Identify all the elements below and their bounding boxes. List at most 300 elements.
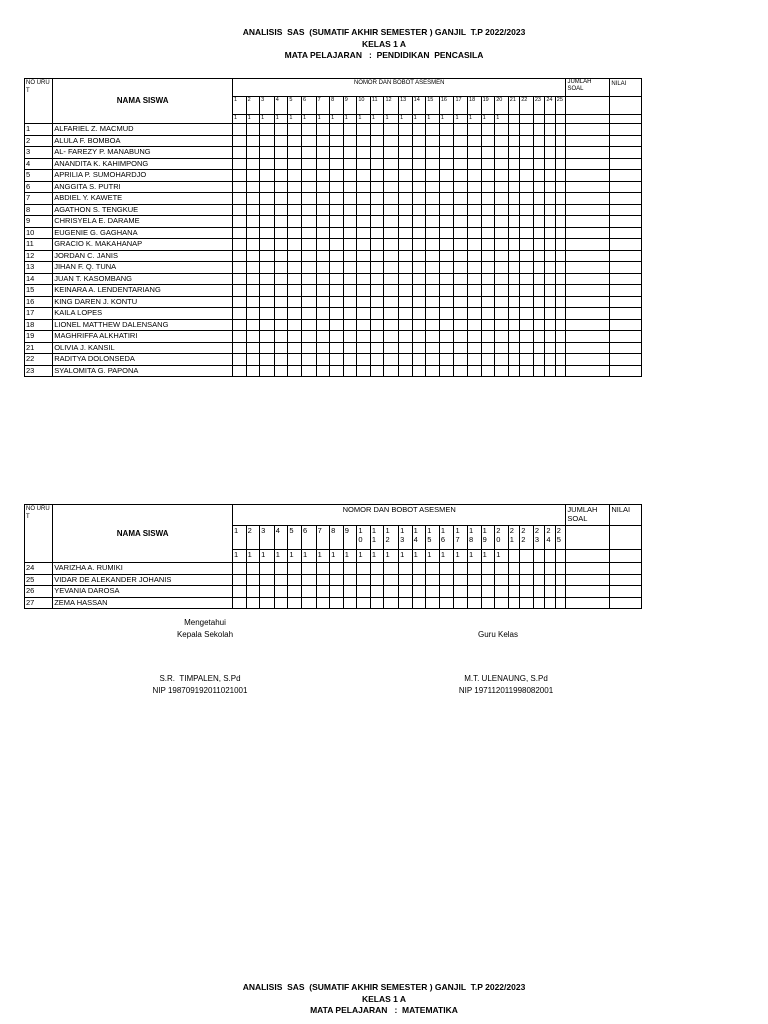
score-cell (481, 296, 495, 308)
student-no: 17 (25, 308, 53, 320)
headmaster-nip: NIP 198709192011021001 (152, 686, 248, 695)
question-number (399, 97, 413, 115)
student-name: ANANDITA K. KAHIMPONG (53, 158, 233, 170)
total-cell (566, 239, 610, 251)
student-name: JORDAN C. JANIS (53, 250, 233, 262)
grade-cell (610, 262, 642, 274)
grade-cell (610, 216, 642, 228)
score-cell (439, 273, 454, 285)
question-number-text: 10 (358, 526, 363, 544)
score-cell (316, 308, 330, 320)
score-cell (288, 308, 302, 320)
total-cell (566, 342, 610, 354)
question-number (454, 526, 468, 550)
col-header-total: JUMLAH SOAL (566, 79, 610, 97)
question-weight: 1 (399, 550, 413, 563)
score-cell (233, 250, 247, 262)
grade-cell (610, 308, 642, 320)
score-cell (343, 181, 357, 193)
student-row (25, 273, 642, 285)
score-cell (520, 158, 534, 170)
score-cell (399, 239, 413, 251)
question-weight: 1 (343, 115, 357, 124)
score-cell (288, 331, 302, 343)
question-weight: 1 (288, 115, 302, 124)
question-number-text: 9 (344, 97, 348, 103)
question-weight: 1 (439, 115, 454, 124)
score-cell (274, 147, 288, 159)
score-cell (301, 250, 316, 262)
score-cell (399, 597, 413, 609)
total-cell (566, 273, 610, 285)
score-cell (260, 319, 275, 331)
score-cell (301, 354, 316, 366)
score-cell (260, 574, 275, 586)
score-cell (233, 365, 247, 377)
score-cell (343, 285, 357, 297)
grade-cell (610, 250, 642, 262)
question-number-text: 11 (371, 526, 377, 544)
score-cell (545, 158, 555, 170)
score-cell (274, 586, 288, 598)
score-cell (495, 135, 509, 147)
score-cell (508, 124, 519, 136)
question-weight: 1 (316, 550, 330, 563)
score-cell (399, 365, 413, 377)
score-cell (533, 124, 544, 136)
question-number (555, 526, 566, 550)
grade-cell (610, 170, 642, 182)
score-cell (370, 574, 384, 586)
score-cell (260, 227, 275, 239)
student-row (25, 597, 642, 609)
score-cell (233, 239, 247, 251)
score-cell (357, 250, 371, 262)
score-cell (301, 239, 316, 251)
question-weight: 1 (357, 550, 371, 563)
score-cell (412, 296, 426, 308)
score-cell (370, 354, 384, 366)
question-number (301, 97, 316, 115)
score-cell (555, 354, 566, 366)
question-weight: 1 (246, 115, 260, 124)
score-cell (426, 273, 440, 285)
score-cell (233, 262, 247, 274)
question-weight: 1 (288, 550, 302, 563)
score-cell (288, 193, 302, 205)
question-number (301, 526, 316, 550)
score-cell (288, 586, 302, 598)
student-name: CHRISYELA E. DARAME (53, 216, 233, 228)
score-cell (233, 181, 247, 193)
question-weight (520, 115, 534, 124)
score-cell (274, 170, 288, 182)
score-cell (357, 147, 371, 159)
question-number (357, 526, 371, 550)
grade-cell (610, 342, 642, 354)
score-cell (495, 331, 509, 343)
question-number-text: 1 (234, 97, 238, 103)
score-cell (533, 262, 544, 274)
question-number (508, 526, 519, 550)
score-cell (481, 308, 495, 320)
student-row (25, 135, 642, 147)
student-row (25, 193, 642, 205)
score-cell (384, 365, 399, 377)
student-row (25, 586, 642, 598)
score-cell (246, 597, 260, 609)
score-cell (454, 158, 468, 170)
score-cell (555, 239, 566, 251)
question-weight: 1 (468, 550, 482, 563)
score-cell (301, 563, 316, 575)
total-cell (566, 308, 610, 320)
score-cell (399, 319, 413, 331)
score-cell (330, 342, 344, 354)
score-cell (246, 147, 260, 159)
question-number-text: 19 (482, 97, 489, 103)
score-cell (246, 239, 260, 251)
score-cell (316, 285, 330, 297)
score-cell (357, 586, 371, 598)
score-cell (412, 262, 426, 274)
score-cell (426, 365, 440, 377)
score-cell (384, 574, 399, 586)
score-cell (288, 170, 302, 182)
score-cell (545, 227, 555, 239)
score-cell (330, 204, 344, 216)
question-weight: 1 (330, 550, 344, 563)
grade-cell (610, 193, 642, 205)
score-cell (399, 586, 413, 598)
score-cell (426, 262, 440, 274)
score-cell (555, 170, 566, 182)
score-cell (274, 342, 288, 354)
score-cell (316, 597, 330, 609)
score-cell (288, 181, 302, 193)
score-cell (330, 285, 344, 297)
score-cell (260, 296, 275, 308)
score-cell (301, 574, 316, 586)
student-row (25, 262, 642, 274)
question-number-text: 14 (413, 526, 418, 544)
score-cell (533, 181, 544, 193)
score-cell (343, 354, 357, 366)
student-no: 19 (25, 331, 53, 343)
question-number (370, 97, 384, 115)
score-cell (357, 365, 371, 377)
score-cell (426, 147, 440, 159)
score-cell (301, 273, 316, 285)
score-cell (508, 365, 519, 377)
score-cell (274, 563, 288, 575)
score-cell (343, 319, 357, 331)
score-cell (330, 227, 344, 239)
score-cell (288, 239, 302, 251)
student-name: LIONEL MATTHEW DALENSANG (53, 319, 233, 331)
score-cell (274, 158, 288, 170)
score-cell (439, 365, 454, 377)
score-cell (288, 124, 302, 136)
score-cell (330, 331, 344, 343)
score-cell (343, 170, 357, 182)
score-cell (316, 227, 330, 239)
score-cell (533, 204, 544, 216)
question-weight: 1 (343, 550, 357, 563)
grade-cell (610, 319, 642, 331)
score-cell (454, 193, 468, 205)
score-cell (399, 158, 413, 170)
score-cell (316, 296, 330, 308)
score-cell (343, 365, 357, 377)
score-cell (343, 597, 357, 609)
student-name: JUAN T. KASOMBANG (53, 273, 233, 285)
score-cell (508, 273, 519, 285)
question-weight (545, 115, 555, 124)
score-cell (481, 170, 495, 182)
student-row (25, 342, 642, 354)
score-cell (454, 319, 468, 331)
total-cell (566, 216, 610, 228)
student-name: ANGGITA S. PUTRI (53, 181, 233, 193)
score-cell (454, 285, 468, 297)
question-number (508, 97, 519, 115)
score-cell (533, 342, 544, 354)
score-cell (399, 296, 413, 308)
score-cell (454, 273, 468, 285)
student-name: YEVANIA DAROSA (53, 586, 233, 598)
score-cell (555, 342, 566, 354)
score-cell (555, 308, 566, 320)
score-cell (330, 193, 344, 205)
score-cell (233, 331, 247, 343)
score-cell (495, 354, 509, 366)
score-cell (412, 181, 426, 193)
score-cell (274, 296, 288, 308)
score-cell (481, 273, 495, 285)
score-cell (412, 216, 426, 228)
score-cell (246, 342, 260, 354)
score-cell (468, 563, 482, 575)
score-cell (439, 285, 454, 297)
score-cell (357, 193, 371, 205)
question-weight (533, 550, 544, 563)
score-cell (301, 308, 316, 320)
score-cell (399, 331, 413, 343)
total-cell (566, 586, 610, 598)
score-cell (357, 170, 371, 182)
score-cell (545, 147, 555, 159)
student-row (25, 308, 642, 320)
score-cell (520, 331, 534, 343)
score-cell (260, 135, 275, 147)
score-cell (481, 262, 495, 274)
question-number-text: 21 (509, 526, 514, 544)
score-cell (288, 227, 302, 239)
teacher-name: M.T. ULENAUNG, S.Pd (464, 674, 548, 683)
score-cell (343, 273, 357, 285)
score-cell (246, 158, 260, 170)
score-cell (508, 204, 519, 216)
total-cell (566, 331, 610, 343)
score-cell (384, 262, 399, 274)
student-no: 2 (25, 135, 53, 147)
score-cell (301, 285, 316, 297)
score-cell (399, 227, 413, 239)
score-cell (260, 204, 275, 216)
score-cell (495, 285, 509, 297)
question-weight: 1 (412, 115, 426, 124)
score-cell (399, 135, 413, 147)
score-cell (545, 308, 555, 320)
score-cell (370, 342, 384, 354)
score-cell (316, 193, 330, 205)
score-cell (426, 342, 440, 354)
student-name: MAGHRIFFA ALKHATIRI (53, 331, 233, 343)
score-cell (508, 135, 519, 147)
score-cell (555, 597, 566, 609)
question-number-text: 21 (509, 97, 516, 103)
score-cell (370, 124, 384, 136)
student-name: APRILIA P. SUMOHARDJO (53, 170, 233, 182)
score-cell (533, 227, 544, 239)
score-cell (233, 354, 247, 366)
student-no: 4 (25, 158, 53, 170)
question-weight: 1 (233, 550, 247, 563)
score-cell (508, 586, 519, 598)
score-cell (520, 193, 534, 205)
score-cell (233, 124, 247, 136)
score-cell (426, 181, 440, 193)
score-cell (399, 285, 413, 297)
score-cell (370, 365, 384, 377)
score-cell (316, 586, 330, 598)
score-cell (384, 319, 399, 331)
col-header-name: NAMA SISWA (53, 505, 233, 563)
question-number (316, 97, 330, 115)
question-weight: 1 (246, 550, 260, 563)
score-cell (426, 331, 440, 343)
score-cell (508, 216, 519, 228)
score-cell (343, 586, 357, 598)
score-cell (316, 354, 330, 366)
question-number (357, 97, 371, 115)
score-cell (343, 158, 357, 170)
score-cell (468, 239, 482, 251)
score-cell (357, 331, 371, 343)
col-header-total: JUMLAH SOAL (566, 505, 610, 526)
score-cell (545, 135, 555, 147)
score-cell (481, 574, 495, 586)
question-number (481, 97, 495, 115)
signature-teacher-label (448, 629, 548, 641)
question-number-text: 6 (302, 526, 308, 535)
score-cell (412, 563, 426, 575)
score-cell (481, 147, 495, 159)
score-cell (246, 563, 260, 575)
score-cell (495, 158, 509, 170)
question-weight: 1 (481, 115, 495, 124)
col-header-assessment: NOMOR DAN BOBOT ASESMEN (233, 505, 566, 526)
score-cell (246, 227, 260, 239)
student-no: 14 (25, 273, 53, 285)
score-cell (288, 319, 302, 331)
score-cell (426, 216, 440, 228)
score-cell (370, 204, 384, 216)
score-cell (260, 597, 275, 609)
score-cell (288, 285, 302, 297)
score-cell (412, 273, 426, 285)
question-number-text: 4 (275, 526, 280, 535)
grade-cell (610, 354, 642, 366)
score-cell (260, 365, 275, 377)
score-cell (233, 273, 247, 285)
score-cell (481, 586, 495, 598)
score-cell (439, 563, 454, 575)
score-cell (468, 597, 482, 609)
student-no: 27 (25, 597, 53, 609)
student-row (25, 216, 642, 228)
score-cell (384, 135, 399, 147)
student-row (25, 250, 642, 262)
student-row (25, 204, 642, 216)
score-cell (384, 216, 399, 228)
score-cell (246, 319, 260, 331)
score-cell (412, 227, 426, 239)
score-cell (454, 574, 468, 586)
score-cell (357, 227, 371, 239)
student-no: 11 (25, 239, 53, 251)
question-weight (508, 550, 519, 563)
student-no: 22 (25, 354, 53, 366)
student-name: ALFARIEL Z. MACMUD (53, 124, 233, 136)
student-row (25, 331, 642, 343)
score-cell (439, 147, 454, 159)
grade-cell (610, 204, 642, 216)
score-cell (520, 181, 534, 193)
score-cell (555, 135, 566, 147)
student-no: 13 (25, 262, 53, 274)
score-cell (426, 285, 440, 297)
score-cell (357, 135, 371, 147)
score-cell (260, 193, 275, 205)
student-name: RADITYA DOLONSEDA (53, 354, 233, 366)
score-cell (555, 181, 566, 193)
student-row (25, 239, 642, 251)
score-cell (426, 250, 440, 262)
score-cell (426, 135, 440, 147)
score-cell (233, 227, 247, 239)
score-cell (260, 170, 275, 182)
score-cell (330, 273, 344, 285)
question-weight: 1 (260, 115, 275, 124)
score-cell (495, 308, 509, 320)
score-cell (384, 331, 399, 343)
score-cell (399, 354, 413, 366)
question-number-text: 18 (469, 526, 474, 544)
question-number (439, 97, 454, 115)
question-number-text: 11 (371, 97, 378, 103)
score-cell (468, 250, 482, 262)
score-cell (533, 273, 544, 285)
header-title: ANALISIS SAS (SUMATIF AKHIR SEMESTER ) GANJIL T.P 2022/2023 (242, 27, 526, 37)
question-weight: 1 (384, 550, 399, 563)
student-row (25, 365, 642, 377)
score-cell (426, 597, 440, 609)
score-cell (357, 158, 371, 170)
score-cell (316, 170, 330, 182)
score-cell (343, 563, 357, 575)
